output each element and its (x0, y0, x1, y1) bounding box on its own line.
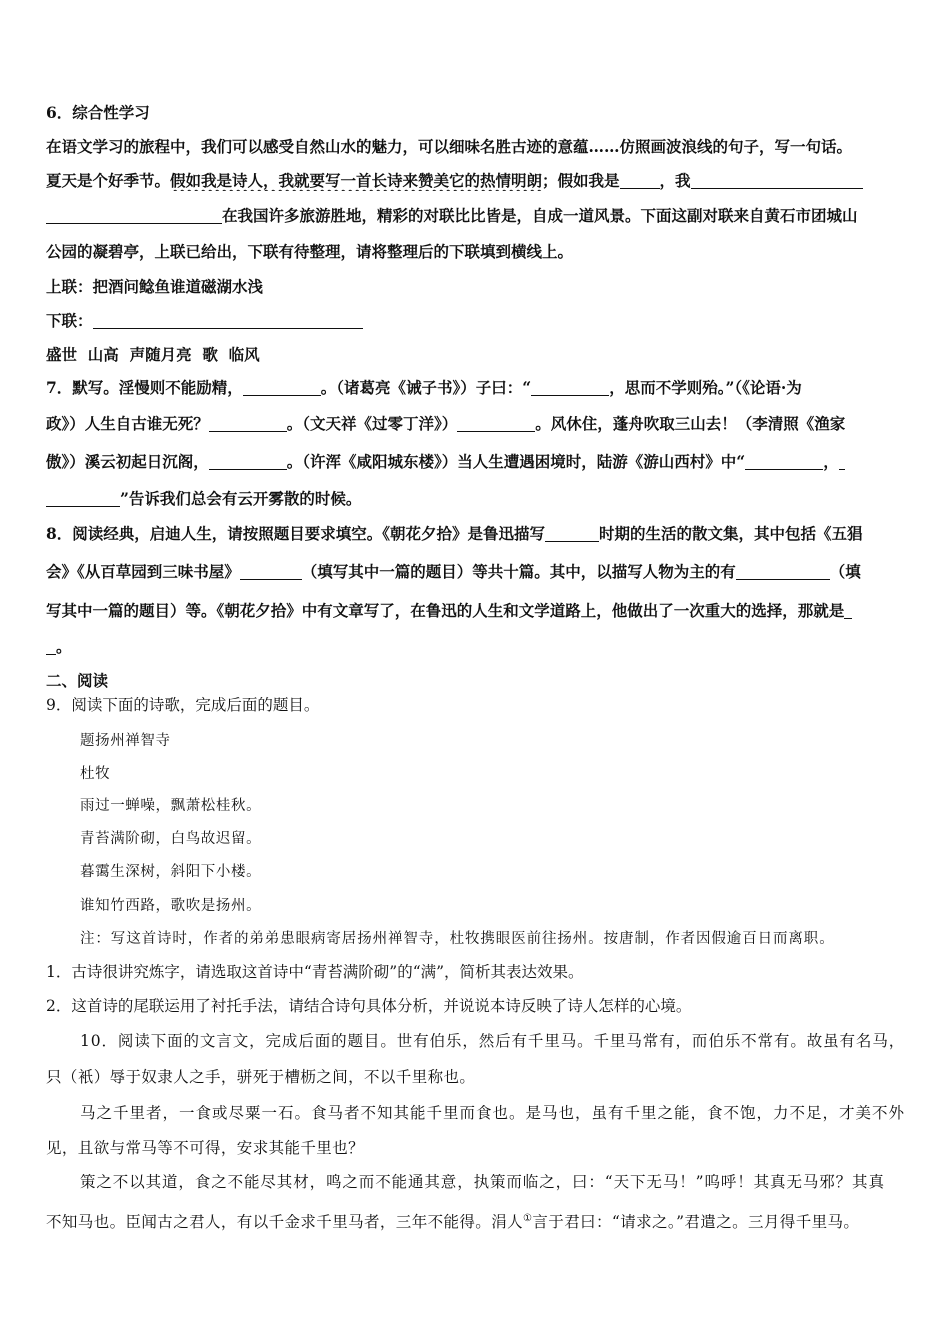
q8-line-4 (46, 637, 908, 657)
q7-l1a: 7．默写。淫慢则不能励精， (46, 378, 243, 397)
q7-blank-7a[interactable] (839, 453, 845, 470)
q8-line-1 (46, 524, 908, 544)
q8-l1a: 8．阅读经典，启迪人生，请按照题目要求填空。《朝花夕拾》是鲁迅描写 (46, 524, 546, 543)
q6-line-3-text: 在我国许多旅游胜地，精彩的对联比比皆是，自成一道风景。下面这副对联来自黄石市团城山 (222, 206, 858, 225)
q7-l1b: 。（诸葛亮《诫子书》）子曰：“ (320, 378, 532, 397)
q6-blank-2[interactable] (691, 172, 863, 189)
q8-line-2 (46, 562, 908, 582)
poem-line: 暮霭生深树，斜阳下小楼。 (80, 864, 262, 880)
q6-line-2-mid: ；假如我是 (542, 171, 620, 190)
q7-blank-7b[interactable] (46, 490, 120, 507)
q8-blank-1[interactable] (545, 525, 599, 542)
q6-line-1: 在语文学习的旅程中，我们可以感受自然山水的魅力，可以细味名胜古迹的意蕴……仿照画波浪线的句子，写一句话。 (46, 137, 853, 156)
section-reading-heading: 二、阅读 (46, 671, 109, 690)
q10-line-3: 马之千里者，一食或尽粟一石。食马者不知其能千里而食也。是马也，虽有千里之能，食不饱，力不足，才美不外 (80, 1104, 906, 1122)
q9-intro: 9．阅读下面的诗歌，完成后面的题目。 (46, 696, 320, 714)
q8-l1b: 时期的生活的散文集，其中包括《五猖 (599, 524, 863, 543)
q8-l2a: 会》《从百草园到三味书屋》 (46, 562, 240, 581)
q7-blank-1[interactable] (243, 379, 321, 396)
q6-upper-couplet: 上联：把酒问鲶鱼谁道磁湖水浅 (46, 277, 264, 296)
q10-line-1: 10．阅读下面的文言文，完成后面的题目。世有伯乐，然后有千里马。千里马常有，而伯乐不常有。故虽有名马， (80, 1032, 906, 1050)
q6-line-2-end: ，我 (659, 171, 691, 190)
q6-blank-1[interactable] (620, 172, 660, 189)
poem-author: 杜牧 (80, 766, 111, 782)
poem-title: 题扬州禅智寺 (80, 733, 171, 749)
poem-line: 谁知竹西路，歌吹是扬州。 (80, 898, 262, 914)
q8-line-3 (46, 601, 908, 621)
q7-line-4 (46, 489, 908, 509)
q6-lower-blank[interactable] (93, 312, 363, 329)
q10-line-2: 只（衹）辱于奴隶人之手，骈死于槽枥之间，不以千里称也。 (46, 1068, 476, 1086)
q7-l1c: ，思而不学则殆。”（《论语·为 (609, 378, 802, 397)
poem-note: 注：写这首诗时，作者的弟弟患眼病寄居扬州禅智寺，杜牧携眼医前往扬州。按唐制，作者因假逾百日而离职。 (80, 931, 835, 947)
q6-scrambled-words: 盛世 山高 声随月亮 歌 临风 (46, 345, 260, 364)
q7-l3b: 。（许浑《咸阳城东楼》）当人生遭遇困境时，陆游《游山西村》中“ (286, 452, 746, 471)
q10-l6b: 言于君曰：“请求之。”君遣之。三月得千里马。 (532, 1213, 860, 1232)
q7-blank-6[interactable] (745, 453, 823, 470)
q9-sub-question-2: 2．这首诗的尾联运用了衬托手法，请结合诗句具体分析，并说说本诗反映了诗人怎样的心境。 (46, 997, 692, 1015)
q7-blank-3[interactable] (209, 415, 287, 432)
q8-l4: 。 (56, 637, 72, 656)
q8-blank-4b[interactable] (46, 638, 56, 655)
q8-l2b: （填写其中一篇的题目）等共十篇。其中，以描写人物为主的有 (301, 562, 736, 581)
q7-blank-4[interactable] (457, 415, 535, 432)
q8-l3: 写其中一篇的题目）等。《朝花夕拾》中有文章写了，在鲁迅的人生和文学道路上，他做出了一次重大的选择，那就是 (46, 601, 845, 620)
q9-sub-question-1: 1．古诗很讲究炼字，请选取这首诗中“青苔满阶砌”的“满”，简析其表达效果。 (46, 963, 584, 981)
q7-l3c: ， (823, 452, 839, 471)
q8-blank-3[interactable] (736, 563, 830, 580)
q6-line-2-start: 夏天是个好季节。 (46, 171, 171, 190)
q8-blank-2[interactable] (240, 563, 302, 580)
q10-line-6 (46, 1209, 908, 1232)
q10-line-5: 策之不以其道，食之不能尽其材，鸣之而不能通其意，执策而临之，曰：“天下无马！”呜呼！其真无马邪？其真 (80, 1173, 885, 1191)
q7-l4: ”告诉我们总会有云开雾散的时候。 (120, 489, 362, 508)
q7-l2c: 。风休住，蓬舟吹取三山去！（李清照《渔家 (535, 414, 846, 433)
q6-lower-label: 下联： (46, 311, 93, 330)
footnote-marker: ① (523, 1213, 533, 1224)
q7-l2b: 。（文天祥《过零丁洋》） (286, 414, 458, 433)
q8-l2c: （填 (829, 562, 861, 581)
q8-blank-4a[interactable] (844, 602, 852, 619)
q7-blank-5[interactable] (209, 453, 287, 470)
poem-line: 雨过一蝉噪，飘萧松桂秋。 (80, 798, 262, 814)
q6-title: 6．综合性学习 (46, 103, 150, 122)
q7-l3a: 傲》）溪云初起日沉阁， (46, 452, 209, 471)
q6-line-2 (46, 171, 908, 191)
q7-blank-2[interactable] (531, 379, 609, 396)
q10-line-4: 见，且欲与常马等不可得，安求其能千里也？ (46, 1139, 365, 1157)
q6-lower-couplet (46, 311, 908, 331)
q6-line-4: 公园的凝碧亭，上联已给出，下联有待整理，请将整理后的下联填到横线上。 (46, 242, 574, 261)
q6-wavy-sentence: 假如我是诗人，我就要写一首长诗来赞美它的热情明朗 (170, 171, 543, 190)
q7-line-2 (46, 414, 908, 434)
q6-blank-3[interactable] (46, 207, 222, 224)
q7-l2a: 政》）人生自古谁无死？ (46, 414, 209, 433)
poem-line: 青苔满阶砌，白鸟故迟留。 (80, 831, 262, 847)
q10-l6a: 不知马也。臣闻古之君人，有以千金求千里马者，三年不能得。涓人 (46, 1213, 524, 1232)
q7-line-1 (46, 378, 908, 398)
q6-line-3 (46, 206, 908, 226)
q7-line-3 (46, 452, 908, 472)
